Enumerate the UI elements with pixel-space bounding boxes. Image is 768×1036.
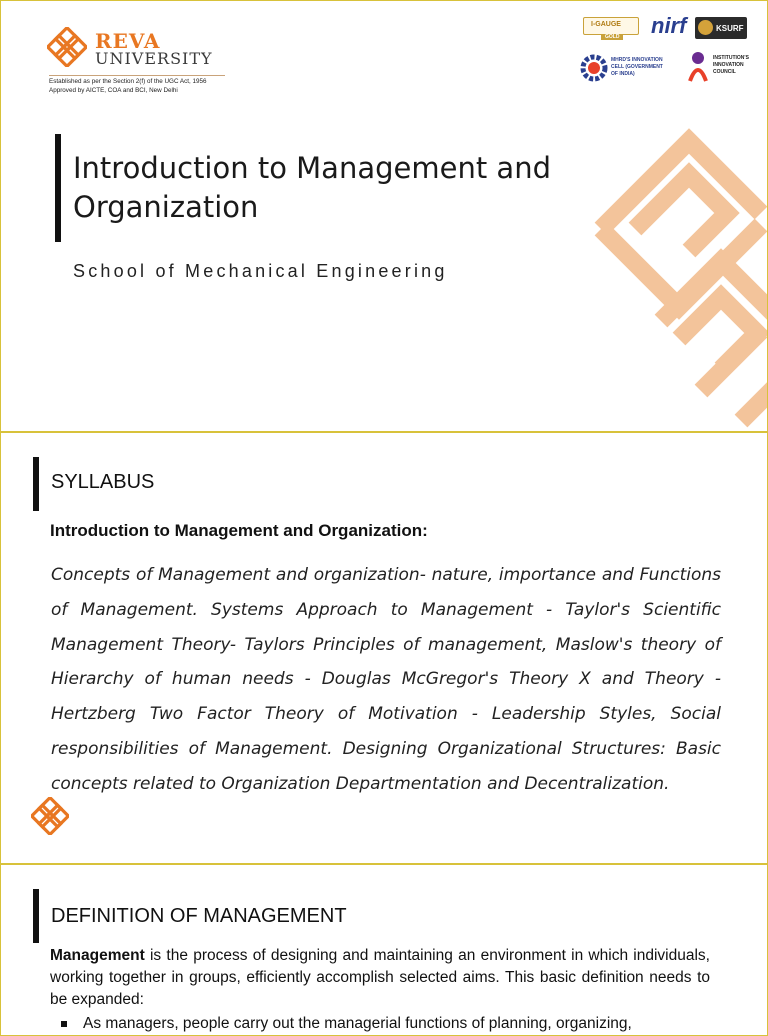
definition-paragraph	[50, 945, 710, 1011]
subtitle: School of Mechanical Engineering	[73, 261, 448, 281]
accreditation-badges	[579, 15, 755, 87]
definition-slide	[0, 864, 768, 1036]
iic-badge	[685, 49, 755, 87]
section-accent-bar	[33, 889, 39, 943]
syllabus-slide	[0, 432, 768, 864]
establishment-note: Established as per the Section 2(f) of the UGC Act, 1956	[49, 78, 207, 85]
title-slide	[0, 0, 768, 432]
iic-label: INSTITUTION'S INNOVATION COUNCIL	[713, 55, 749, 75]
igauge-badge	[583, 17, 637, 41]
brand-name-bottom: UNIVERSITY	[95, 49, 213, 68]
gear-icon	[579, 53, 609, 83]
section-title: SYLLABUS	[51, 471, 155, 493]
igauge-label: I-GAUGE	[591, 21, 621, 28]
ksurf-badge	[695, 17, 747, 39]
section-title: DEFINITION OF MANAGEMENT	[51, 905, 347, 927]
definition-term: Management	[50, 947, 145, 964]
page-title: Introduction to Management and Organization	[73, 151, 551, 224]
definition-text: is the process of designing and maintaining an environment in which individuals, working together in groups, efficiently accomplish selected aims. This basic definition needs to be expanded:	[50, 947, 710, 1008]
brand-name-top: REVA	[95, 29, 161, 53]
section-accent-bar	[33, 457, 39, 511]
mhrd-label: MHRD'S INNOVATION CELL (GOVERNMENT OF INDIA)	[611, 57, 663, 77]
list-item	[61, 1013, 711, 1035]
logo-divider	[49, 75, 225, 76]
endless-knot-icon	[47, 27, 87, 67]
ksurf-label: KSURF	[716, 24, 744, 33]
endless-knot-icon	[31, 797, 69, 835]
nirf-logo: nirf	[651, 13, 687, 38]
innovation-council-icon	[685, 49, 711, 83]
syllabus-body: Concepts of Management and organization- nature, importance and Functions of Management. Systems Approach to Management - Taylor's Scientific Management Theory- Taylors Principles of management, Maslow's theory of Hierarchy of human needs - Douglas McGregor's Theory X and Theory - Hertzberg Two Factor Theory of Motivation - Leadership Styles, Social responsibilities of Management. Designing Organizational Structures: Basic concepts related to Organization Departmentation and Decentralization.	[51, 565, 721, 794]
approval-note: Approved by AICTE, COA and BCI, New Delhi	[49, 87, 178, 94]
bullet-text: As managers, people carry out the managerial functions of planning, organizing,	[83, 1015, 632, 1032]
ksurf-emblem-icon	[698, 20, 713, 35]
igauge-grade: GOLD	[601, 34, 623, 40]
decorative-knot-pattern	[561, 101, 768, 431]
mhrd-innovation-badge	[579, 51, 671, 85]
title-accent-bar	[55, 134, 61, 242]
syllabus-heading: Introduction to Management and Organization:	[50, 521, 428, 540]
